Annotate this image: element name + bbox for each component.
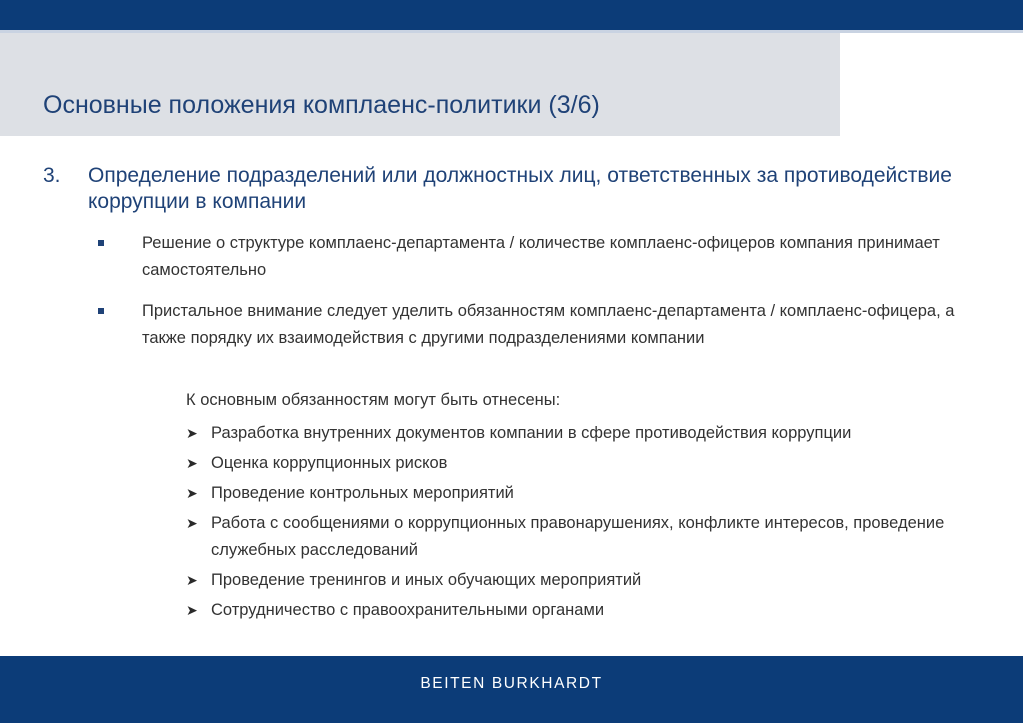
arrow-bullet-icon: ➤ (186, 602, 198, 618)
duty-text: Проведение контрольных мероприятий (211, 484, 514, 502)
duty-item (186, 567, 1006, 594)
bullet-text-1: Решение о структуре комплаенс-департамента / количестве комплаенс-офицеров компания принимает самостоятельно (142, 234, 940, 279)
footer-logo: BEITEN BURKHARDT (420, 675, 603, 692)
slide-title: Основные положения комплаенс-политики (3/6) (43, 91, 600, 119)
duty-item (186, 480, 1006, 507)
duty-item (186, 510, 1006, 564)
arrow-bullet-icon: ➤ (186, 455, 198, 471)
bullet-text-2: Пристальное внимание следует уделить обязанностям комплаенс-департамента / комплаенс-офицера, а также порядку их взаимодействия с другими подразделениями компании (142, 302, 955, 347)
square-bullet-icon (98, 240, 104, 246)
duty-text: Оценка коррупционных рисков (211, 454, 448, 472)
arrow-bullet-icon: ➤ (186, 515, 198, 531)
section-title: Определение подразделений или должностных лиц, ответственных за противодействие коррупции в компании (88, 164, 952, 213)
title-band (0, 33, 840, 136)
duties-list (186, 420, 1006, 627)
arrow-bullet-icon: ➤ (186, 485, 198, 501)
duty-item (186, 450, 1006, 477)
duty-item (186, 597, 1006, 624)
duty-text: Сотрудничество с правоохранительными органами (211, 601, 605, 619)
square-bullet-icon (98, 308, 104, 314)
top-band (0, 0, 1023, 30)
arrow-bullet-icon: ➤ (186, 572, 198, 588)
section-number: 3. (43, 164, 61, 187)
arrow-bullet-icon: ➤ (186, 425, 198, 441)
duties-intro: К основным обязанностям могут быть отнесены: (186, 391, 561, 409)
duty-item (186, 420, 1006, 447)
duty-text: Работа с сообщениями о коррупционных правонарушениях, конфликте интересов, проведение служебных расследований (211, 514, 945, 559)
duty-text: Проведение тренингов и иных обучающих мероприятий (211, 571, 642, 589)
duty-text: Разработка внутренних документов компании в сфере противодействия коррупции (211, 424, 852, 442)
